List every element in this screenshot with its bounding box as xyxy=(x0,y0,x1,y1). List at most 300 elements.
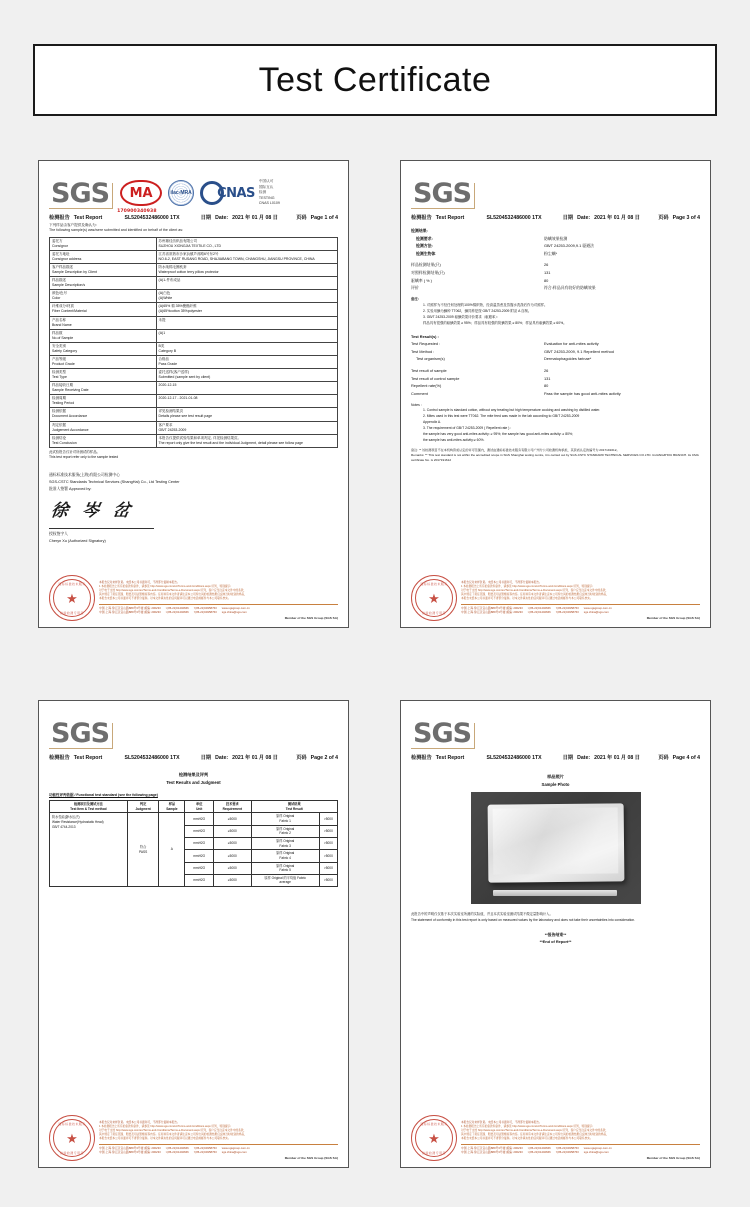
sample-intro-en: The following sample(s) was/were submitted and identified on behalf of the client as: xyxy=(49,228,184,233)
signature-rule xyxy=(49,528,154,529)
cell-sample: A xyxy=(159,813,185,887)
page-label-cn: 页码 xyxy=(296,215,307,221)
results-cn-data-rows xyxy=(411,261,700,291)
footer-legal-line: 其中规定了责任范围、赔偿及司法管辖权等内容。任何持有本文件者请注意本公司所出具的检测结果仅反映当时收到的样品， xyxy=(461,593,609,597)
cell-requirement: ≥5000 xyxy=(214,850,251,862)
results-cn-notes-title: 备注: xyxy=(411,296,419,301)
footer-contacts xyxy=(461,606,700,615)
results-cn-title: 检测结果: xyxy=(411,228,428,233)
measuring-ruler xyxy=(493,890,617,896)
footer-legal-line: 本报告未经本公司书面许可不得部分复制。对本文件真实性的任何疑问可以通过电话或邮件与本公司联系核实。 xyxy=(461,597,593,601)
footer-contact-row xyxy=(461,1150,700,1154)
report-label-cn: 检测报告 xyxy=(411,215,432,221)
result-value: 80 xyxy=(543,277,549,283)
conformity-disclaimer-en: The statement of conformity in this test report is only based on measured values by the laboratory and does not take their uncertainties into consideration. xyxy=(411,917,636,922)
footer-divider xyxy=(461,1144,700,1145)
footer-legal-lines xyxy=(461,585,700,602)
pillow-protector-product xyxy=(487,803,624,882)
sample-intro xyxy=(49,223,338,234)
signatory-name-en: Cheryn Xu (Authorized Signatory) xyxy=(49,538,106,543)
info-key: 样品接收日期 Sample Receiving Date xyxy=(50,382,157,395)
footer-fax: f (86-21)64958763 xyxy=(555,1149,579,1154)
seal-star-icon: ★ xyxy=(66,590,78,606)
cell-result-desc: 原样 Original Fabric 2 xyxy=(251,825,319,837)
results-cn-requirement xyxy=(411,235,700,243)
cell-unit: mmH2O xyxy=(185,837,214,849)
results-en-requested-value: Evaluation for anti-mites activity xyxy=(543,341,599,347)
cell-result-value: >5000 xyxy=(319,862,337,874)
info-value: 委托送样(客户送样) Submitted (sample sent by client) xyxy=(156,369,337,382)
header-logo-row xyxy=(49,169,338,215)
result-value: 80 xyxy=(543,383,549,389)
footer-contact-row xyxy=(99,610,338,614)
sample-photo-caption xyxy=(411,773,700,788)
page-label-cn: 页码 xyxy=(658,215,669,221)
footer-fax: f (86-21)64958763 xyxy=(193,1149,217,1154)
results-remark-en: Remarks: ** This test standard is not within the accredited scope in SGS Shanghai testing centre, it is carried out by SGS-CSTC STANDARD TECHNICAL SERVICES CO.LTD. GUANGZHOU BRANCH. its CMA certificate No. is 2017191612 xyxy=(411,453,699,463)
results-en-notes-title: Notes : xyxy=(411,402,422,407)
functional-test-table xyxy=(49,800,338,887)
seal-star-icon: ★ xyxy=(428,1130,440,1146)
certificate-page-1 xyxy=(38,160,349,628)
footer-web: sgs.china@sgs.com xyxy=(221,1149,247,1154)
results-en-requested xyxy=(411,340,700,348)
cell-result-value: >5000 xyxy=(319,813,337,825)
footer-legal-text xyxy=(99,581,338,621)
footer-phone: t (86-21)61402666 xyxy=(527,1149,551,1154)
footer-legal-cn: 本报告仅对来样负责。未经本公司书面许可，不得部分复制本报告。 xyxy=(99,1120,180,1124)
result-label: 评价 xyxy=(411,285,419,291)
note-line: 2. 实验用螨为螨种 TT062，螨饲养是按 GB/T 24253-2009 附录 A 自制。 xyxy=(423,308,532,313)
sample-photo xyxy=(471,792,641,904)
footer-fax: f (86-21)64958763 xyxy=(555,609,579,614)
end-of-report xyxy=(411,931,700,945)
info-value: (A)65% 棉 35%聚酯纤维 (A)65%cotton 35%polyester xyxy=(156,303,337,316)
certificate-page-2 xyxy=(38,700,349,1168)
cell-judgment: 符合 PASS xyxy=(127,813,159,887)
result-value: 131 xyxy=(543,375,551,381)
footer-legal-line: 对于电子文档 http://www.sgs.com/en/Terms-and-Conditions/Terms-e-Document.aspx 所列，客户应当注意本文件中的条款， xyxy=(99,589,247,592)
footer-web: www.sgsgroup.com.cn xyxy=(221,1145,250,1150)
result-data-row xyxy=(411,284,700,292)
footer-fax: f (86-21)64958763 xyxy=(193,1145,217,1150)
results-en-title: Test Result(s) : xyxy=(411,333,439,339)
col-sample: 样品 Sample xyxy=(159,801,185,813)
footer-address: 中国·上海·徐汇区宜山路889号3号楼 邮编: 200233 xyxy=(461,609,523,614)
cell-result-desc: 原样 Original Fabric 1 xyxy=(251,813,319,825)
results-cn-organism xyxy=(411,250,700,258)
footer-phone: t (86-21)61402666 xyxy=(165,609,189,614)
info-value: (A)1-件布成品 xyxy=(156,277,337,290)
info-value: (A)白色 (A)White xyxy=(156,290,337,303)
info-value: 2020-12-15 xyxy=(156,382,337,395)
footer-legal-line: 对于电子文档 http://www.sgs.com/en/Terms-and-Conditions/Terms-e-Document.aspx 所列，客户应当注意本文件中的条款， xyxy=(461,1129,609,1132)
results-en-method-value: GB/T 24253-2009, 9.1 Repellent method xyxy=(543,348,614,354)
conformity-disclaimer-cn: 此报告中的声明仅仅基于本次实验室所测的实际值，并且本次实验室测试结果不做定量影响计入。 xyxy=(411,912,553,917)
footer-divider xyxy=(99,604,338,605)
cma-number: 170900340938 xyxy=(117,209,157,215)
footer-legal-line: 其中规定了责任范围、赔偿及司法管辖权等内容。任何持有本文件者请注意本公司所出具的检测结果仅反映当时收到的样品， xyxy=(99,1133,247,1137)
ilac-mra-logo-icon: ilac-MRA xyxy=(168,180,194,206)
info-value: (A)1 xyxy=(156,329,337,342)
report-footnote xyxy=(49,450,338,460)
note-line: the sample has anti-mites activity:≥ 60%. xyxy=(423,438,485,443)
footer-contacts xyxy=(99,1146,338,1155)
footer-address: 中国·上海·徐汇区宜山路889号3号楼 邮编: 200233 xyxy=(99,1145,161,1150)
result-value: 26 xyxy=(543,262,549,268)
info-key: 颜色/色号 Color xyxy=(50,290,157,303)
results-cn-method-value: GB/T 24253-2009,9.1 驱避法 xyxy=(543,243,595,249)
seal-top-text: 通标标准技术服务 xyxy=(420,1122,448,1126)
info-key: 委托方 Consignor xyxy=(50,237,157,250)
note-line: 3. GB/T 24253-2009 驱螨效果评价要求（驱避率）： xyxy=(423,314,501,319)
footer-phone: t (86-21)61402666 xyxy=(527,609,551,614)
table-row xyxy=(50,421,338,434)
result-data-row xyxy=(411,367,700,375)
certificate-page-4 xyxy=(400,700,711,1168)
cnas-accreditation-lines: 中国认可 国际互认 检测 TESTING CNAS L0109 xyxy=(258,179,280,206)
footer-legal-line: 1 本检测报告上所有的条款和条件，请参见 http://www.sgs.com/en/Terms-and-Conditions.aspx 所列，特别提示： xyxy=(99,1124,233,1128)
table-row xyxy=(50,290,338,303)
results-en-notes xyxy=(411,403,700,445)
footer-legal-cn: 本报告仅对来样负责。未经本公司书面许可，不得部分复制本报告。 xyxy=(461,580,542,584)
footer-legal-cn: 本报告仅对来样负责。未经本公司书面许可，不得部分复制本报告。 xyxy=(99,580,180,584)
table-row xyxy=(50,264,338,277)
footer-web: sgs.china@sgs.com xyxy=(583,609,609,614)
page-number-p4: Page 4 of 4 xyxy=(672,755,701,761)
footer-phone: t (86-21)61402666 xyxy=(165,605,189,610)
report-header-line-p3 xyxy=(411,214,700,221)
cell-unit: mmH2O xyxy=(185,850,214,862)
footer-address: 中国·上海·徐汇区宜山路889号3号楼 邮编: 200233 xyxy=(99,609,161,614)
footer-address: 中国·上海·徐汇区宜山路889号3号楼 邮编: 200233 xyxy=(99,1149,161,1154)
end-of-report-en: **End of Report** xyxy=(539,939,572,945)
info-value: B类 Category B xyxy=(156,342,337,355)
approved-by-en: Approved by: xyxy=(69,486,92,491)
seal-top-text: 通标标准技术服务 xyxy=(58,1122,86,1126)
results-en-block xyxy=(411,333,700,463)
footer-legal-line: 1 本检测报告上所有的条款和条件，请参见 http://www.sgs.com/en/Terms-and-Conditions.aspx 所列，特别提示： xyxy=(461,584,595,588)
report-number: SL5204532486000 1TX xyxy=(486,215,542,221)
results-en-data-rows xyxy=(411,367,700,397)
note-line: 1. 对照样为不经任何处理的100%棉织物，经高温蒸煮及蒸馏水洗涤后作为对照样。 xyxy=(423,302,548,307)
approved-by-line xyxy=(49,486,338,493)
header-logo-row-p4 xyxy=(411,709,700,749)
result-data-row xyxy=(411,277,700,285)
footer-web: www.sgsgroup.com.cn xyxy=(583,605,612,610)
results-cn-block xyxy=(411,227,700,327)
info-value: 本报告仅提供试验结果和单项判定, 详见检测结果页。 The report only give the test result and the individual Judgment, detail please see follow page xyxy=(156,434,337,447)
footer-contacts xyxy=(99,606,338,615)
p2-heading-en: Test Results and Judgment xyxy=(166,779,221,785)
info-key: 检测周期 Testing Period xyxy=(50,395,157,408)
footer-divider xyxy=(461,604,700,605)
testing-org-cn: 通标标准技术服务(上海)有限公司检测中心 xyxy=(49,473,120,477)
signature-block xyxy=(49,472,338,545)
note-line: 样品具有很强的驱螨效果 ≥ 95%；样品具有较强的防螨效果 ≥ 80%；样品具有驱螨效果 ≥ 60%。 xyxy=(423,320,567,325)
results-cn-requirement-label: 检测要求: xyxy=(416,235,433,241)
seal-top-text: 通标标准技术服务 xyxy=(420,582,448,586)
info-value: 苏州雄佳纺织品有限公司 SUZHOU XIONGJIA TEXTILE CO., LTD xyxy=(156,237,337,250)
result-label: Comment xyxy=(411,390,428,396)
footer-fax: f (86-21)64958763 xyxy=(555,1145,579,1150)
result-value: 符合:样品具有较好的防螨效果 xyxy=(543,285,596,291)
result-value: 131 xyxy=(543,270,551,276)
footer-member-text: Member of the SGS Group (SGS SA) xyxy=(646,616,700,621)
footer-web: www.sgsgroup.com.cn xyxy=(583,1145,612,1150)
col-test-result: 测试结果 Test Result xyxy=(251,801,337,813)
report-date-label-cn: 日期 xyxy=(562,215,574,221)
sample-photo-caption-en: Sample Photo xyxy=(541,781,570,787)
report-label-en: Test Report xyxy=(435,755,465,761)
footer-contact-row xyxy=(99,1150,338,1154)
info-value: 防水纯棉毛圈枕套 Waterproof cotton terry pillow protector xyxy=(156,264,337,277)
result-data-row xyxy=(411,261,700,269)
cnas-label: CNAS xyxy=(217,185,255,201)
report-number: SL5204532486000 1TX xyxy=(124,755,180,761)
page-number-p3: Page 3 of 4 xyxy=(672,215,701,221)
info-key: 纤维成分/材质 Fiber Content/Material xyxy=(50,303,157,316)
results-remark-cn: 备注: "* 该检测项目不在本机构资质认定的许可范围内，测试由通标标准技术服务有限公司广州分公司检测机构承担，其资质认定的编号为 2017191612。 xyxy=(411,448,620,453)
seal-bottom-text: 检验检测专用章 xyxy=(422,1151,446,1155)
certificate-footer-p4 xyxy=(401,1115,710,1161)
cell-unit: mmH2O xyxy=(185,874,214,886)
cell-result-value: >5000 xyxy=(319,837,337,849)
page-number-p1: Page 1 of 4 xyxy=(310,215,339,221)
results-en-requested-label: Test Requested : xyxy=(411,341,441,347)
report-header-line-p2 xyxy=(49,754,338,761)
report-header-line-p4 xyxy=(411,754,700,761)
footer-legal-lines xyxy=(461,1125,700,1142)
info-key: 检测结论 Test Conclusion xyxy=(50,434,157,447)
footer-web: sgs.china@sgs.com xyxy=(583,1149,609,1154)
table-row xyxy=(50,355,338,368)
seal-bottom-text: 检验检测专用章 xyxy=(60,1151,84,1155)
info-value: 详见检测结果页 Details please see test result page xyxy=(156,408,337,421)
footer-phone: t (86-21)61402666 xyxy=(165,1149,189,1154)
table-row xyxy=(50,434,338,447)
report-date-value: 2021 年 01 月 08 日 xyxy=(232,215,278,221)
cell-unit: mmH2O xyxy=(185,825,214,837)
sample-info-table xyxy=(49,237,338,448)
certificate-footer-p3 xyxy=(401,575,710,621)
info-key: 安全类别 Safety Category xyxy=(50,342,157,355)
footer-member-text: Member of the SGS Group (SGS SA) xyxy=(646,1156,700,1161)
table-row xyxy=(50,316,338,329)
report-footnote-en: This test report refer only to the sample tested xyxy=(49,454,119,459)
table-row xyxy=(50,303,338,316)
table-row xyxy=(50,342,338,355)
report-label-cn: 检测报告 xyxy=(49,215,70,221)
report-footnote-cn: 此试验报告仅针对所测试的样品。 xyxy=(49,449,100,454)
report-label-en: Test Report xyxy=(435,215,465,221)
report-date-value: 2021 年 01 月 08 日 xyxy=(594,215,640,221)
sgs-logo: SGS xyxy=(49,181,112,209)
result-value: 26 xyxy=(543,368,549,374)
cell-result-desc: 原样 Original Fabric 3 xyxy=(251,837,319,849)
footer-member-text: Member of the SGS Group (SGS SA) xyxy=(284,1156,338,1161)
cell-result-value: >5000 xyxy=(319,874,337,886)
page-title-banner xyxy=(33,44,717,116)
note-line: the sample has very good anti-mites activity: ≥ 95%; the sample has good anti-mites activity: ≥ 80%; xyxy=(423,432,573,437)
report-header-line-p1 xyxy=(49,214,338,221)
footer-legal-line: 本报告未经本公司书面许可不得部分复制。对本文件真实性的任何疑问可以通过电话或邮件与本公司联系核实。 xyxy=(461,1137,593,1141)
cell-requirement: ≥5000 xyxy=(214,837,251,849)
info-key: 检测类型 Test Type xyxy=(50,369,157,382)
header-logo-row-p2 xyxy=(49,709,338,749)
red-company-seal-icon xyxy=(49,575,95,621)
report-date-value: 2021 年 01 月 08 日 xyxy=(594,755,640,761)
footer-address: 中国·上海·徐汇区宜山路889号3号楼 邮编: 200233 xyxy=(461,1149,523,1154)
report-date-label-cn: 日期 xyxy=(200,215,212,221)
col-test-item: 检测项目及测试方法 Test Item & Test method xyxy=(50,801,128,813)
page-label-cn: 页码 xyxy=(658,755,669,761)
report-date-label-cn: 日期 xyxy=(200,755,212,761)
footer-legal-lines xyxy=(99,1125,338,1142)
footer-address: 中国·上海·徐汇区宜山路889号3号楼 邮编: 200233 xyxy=(461,605,523,610)
info-value: 江苏省常熟市沙家浜镇芦荡路6号东2号 NO.6-2, EAST RUSANG ROAD, SHAJIABANG TOWN, CHANGSHU, JIANGSU PROVINCE, CHINA xyxy=(156,250,337,263)
page-number-p2: Page 2 of 4 xyxy=(310,755,339,761)
sgs-logo: SGS xyxy=(411,721,474,749)
seal-bottom-text: 检验检测专用章 xyxy=(60,611,84,615)
results-remark xyxy=(411,448,700,463)
footer-phone: t (86-21)61402666 xyxy=(165,1145,189,1150)
sgs-logo: SGS xyxy=(49,721,112,749)
seal-star-icon: ★ xyxy=(428,590,440,606)
cell-result-value: >5000 xyxy=(319,850,337,862)
footer-legal-line: 1 本检测报告上所有的条款和条件，请参见 http://www.sgs.com/en/Terms-and-Conditions.aspx 所列，特别提示： xyxy=(461,1124,595,1128)
result-data-row xyxy=(411,375,700,383)
sgs-logo: SGS xyxy=(411,181,474,209)
report-date-label-en: Date: xyxy=(577,755,591,761)
cnas-logo-icon xyxy=(200,179,280,207)
cell-test-item: 防水性能(静水压法) Water Resistance(Hydrostatic Head) GB/T 4744-2013 xyxy=(50,813,128,887)
results-cn-requirement-value: 防螨效果检测 xyxy=(543,235,568,241)
cma-logo-icon xyxy=(117,180,162,215)
info-key: 样品描述 Sample Description/s xyxy=(50,277,157,290)
certificate-footer-p2 xyxy=(39,1115,348,1161)
seal-star-icon: ★ xyxy=(66,1130,78,1146)
result-data-row xyxy=(411,382,700,390)
result-label: Test result of sample xyxy=(411,368,447,374)
report-label-en: Test Report xyxy=(73,755,103,761)
cell-result-desc: 原样 Original Fabric 5 xyxy=(251,862,319,874)
col-unit: 单位 Unit xyxy=(185,801,214,813)
results-cn-method xyxy=(411,242,700,250)
testing-org-en: SGS-CSTC Standards Technical Services (ShangHai) Co., Ltd Testing Center xyxy=(49,479,180,484)
results-cn-notes xyxy=(411,297,700,327)
report-date-label-cn: 日期 xyxy=(562,755,574,761)
info-value: 客户要求 GB/T 24253-2009 xyxy=(156,421,337,434)
footer-legal-lines xyxy=(99,585,338,602)
footer-legal-line: 对于电子文档 http://www.sgs.com/en/Terms-and-Conditions/Terms-e-Document.aspx 所列，客户应当注意本文件中的条款， xyxy=(461,589,609,592)
footer-web: sgs.china@sgs.com xyxy=(221,609,247,614)
footer-legal-line: 其中规定了责任范围、赔偿及司法管辖权等内容。任何持有本文件者请注意本公司所出具的检测结果仅反映当时收到的样品， xyxy=(461,1133,609,1137)
footer-fax: f (86-21)64958763 xyxy=(555,605,579,610)
end-of-report-cn: **报告结束** xyxy=(544,932,567,938)
results-cn-method-label: 检测方法: xyxy=(416,243,433,249)
results-cn-organism-label: 检测生物体 xyxy=(416,250,436,256)
table-row xyxy=(50,277,338,290)
note-line: Appendix A. xyxy=(423,420,442,425)
report-number: SL5204532486000 1TX xyxy=(124,215,180,221)
info-value: 未提 xyxy=(156,316,337,329)
p2-standard-note: 功能性评判依据 / Functional test standard (see the following page) xyxy=(49,793,158,798)
footer-address: 中国·上海·徐汇区宜山路889号3号楼 邮编: 200233 xyxy=(461,1145,523,1150)
table-row xyxy=(50,408,338,421)
info-key: 委托方地址 Consignor address xyxy=(50,250,157,263)
footer-legal-text xyxy=(99,1121,338,1161)
note-line: 1. Control sample is standard cotton, without any treating but high temperature cooking and washing by distilled water. xyxy=(423,408,601,413)
footer-legal-line: 本报告未经本公司书面许可不得部分复制。对本文件真实性的任何疑问可以通过电话或邮件与本公司联系核实。 xyxy=(99,597,231,601)
col-judgment: 判定 Judgment xyxy=(127,801,159,813)
report-label-cn: 检测报告 xyxy=(49,755,70,761)
cell-requirement: ≥5000 xyxy=(214,862,251,874)
page-label-cn: 页码 xyxy=(296,755,307,761)
accreditation-marks xyxy=(117,179,280,215)
certificate-page-3 xyxy=(400,160,711,628)
footer-fax: f (86-21)64958763 xyxy=(193,605,217,610)
cell-requirement: ≥5000 xyxy=(214,825,251,837)
info-key: 产品等级 Product Grade xyxy=(50,355,157,368)
footer-legal-text xyxy=(461,1121,700,1161)
results-cn-organism-value: 粉尘螨* xyxy=(543,250,558,256)
result-data-row xyxy=(411,390,700,398)
footer-legal-line: 1 本检测报告上所有的条款和条件，请参见 http://www.sgs.com/en/Terms-and-Conditions.aspx 所列，特别提示： xyxy=(99,584,233,588)
cnas-circle-icon xyxy=(200,181,224,205)
footer-fax: f (86-21)64958763 xyxy=(193,609,217,614)
report-label-cn: 检测报告 xyxy=(411,755,432,761)
p2-heading-cn: 检测结果及评判 xyxy=(178,772,209,777)
red-company-seal-icon xyxy=(411,1115,457,1161)
handwritten-signature: 徐 岑 岔 xyxy=(49,501,136,522)
cell-result-desc: 原样 Original 的平均值 Fabric average xyxy=(251,874,319,886)
footer-legal-cn: 本报告仅对来样负责。未经本公司书面许可，不得部分复制本报告。 xyxy=(461,1120,542,1124)
note-line: 3. The requirement of GB/T 24253-2009 ( Repellent rate ) : xyxy=(423,426,512,431)
info-key: 检测依据 Document Accordance xyxy=(50,408,157,421)
info-key: 客户样品描述 Sample Description by Client xyxy=(50,264,157,277)
conformity-disclaimer xyxy=(411,912,700,923)
cell-unit: mmH2O xyxy=(185,813,214,825)
footer-phone: t (86-21)61402666 xyxy=(527,1145,551,1150)
result-label: Test result of control sample xyxy=(411,375,460,381)
report-date-label-en: Date: xyxy=(215,755,229,761)
red-company-seal-icon xyxy=(411,575,457,621)
info-key: 产品名称 Brand Name xyxy=(50,316,157,329)
header-logo-row-p3 xyxy=(411,169,700,209)
footer-divider xyxy=(99,1144,338,1145)
table-row xyxy=(50,369,338,382)
footer-legal-line: 本报告未经本公司书面许可不得部分复制。对本文件真实性的任何疑问可以通过电话或邮件与本公司联系核实。 xyxy=(99,1137,231,1141)
page-title: Test Certificate xyxy=(258,60,492,99)
results-en-method xyxy=(411,348,700,356)
seal-top-text: 通标标准技术服务 xyxy=(58,582,86,586)
p2-section-heading xyxy=(49,771,338,786)
result-label: 样品检测结果(只) xyxy=(411,262,441,268)
table-row xyxy=(50,250,338,263)
cma-label: MA xyxy=(129,185,153,201)
cell-result-desc: 原样 Original Fabric 4 xyxy=(251,850,319,862)
signatory-name-cn: 授权签字人 xyxy=(49,532,68,537)
footer-address: 中国·上海·徐汇区宜山路889号3号楼 邮编: 200233 xyxy=(99,605,161,610)
info-value: 合格品 Pass Grade xyxy=(156,355,337,368)
report-label-en: Test Report xyxy=(73,215,103,221)
sample-intro-cn: 下列样品由客户提供及确认为: xyxy=(49,223,97,227)
footer-member-text: Member of the SGS Group (SGS SA) xyxy=(284,616,338,621)
footer-contacts xyxy=(461,1146,700,1155)
results-en-organism-label: Test organism(s) xyxy=(416,356,445,362)
table-row xyxy=(50,395,338,408)
